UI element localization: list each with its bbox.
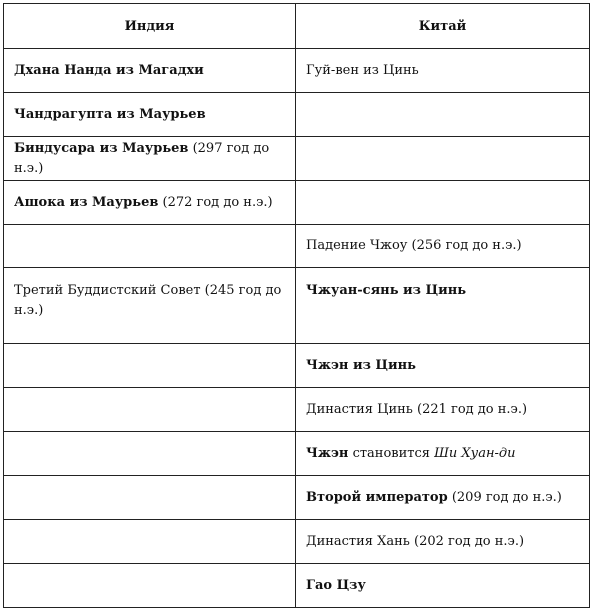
- table-row: [4, 93, 590, 137]
- china-cell: [296, 564, 590, 608]
- china-cell: [296, 49, 590, 93]
- india-cell: [4, 93, 296, 137]
- table-row: [4, 432, 590, 476]
- china-cell: [296, 225, 590, 268]
- india-cell: [4, 520, 296, 564]
- china-ruler: Чжуан-сянь из Цинь: [306, 283, 467, 298]
- india-cell: [4, 432, 296, 476]
- china-ruler: Второй император: [306, 489, 448, 505]
- china-cell: [296, 268, 590, 344]
- table-row: [4, 520, 590, 564]
- india-cell: [4, 268, 296, 344]
- china-cell: [296, 181, 590, 225]
- china-cell: [296, 388, 590, 432]
- column-header-india: Индия: [4, 4, 296, 49]
- china-cell: [296, 520, 590, 564]
- india-note: (272 год до н.э.): [158, 194, 273, 210]
- india-note: Третий Буддистский Совет (245 год до н.э.): [14, 283, 282, 318]
- table-row: [4, 181, 590, 225]
- india-cell: [4, 564, 296, 608]
- india-cell: [4, 344, 296, 388]
- timeline-table: [3, 3, 590, 608]
- china-cell: [296, 476, 590, 520]
- china-ruler: Гао Цзу: [306, 577, 366, 593]
- china-note: Падение Чжоу (256 год до н.э.): [306, 238, 522, 253]
- table-row: [4, 564, 590, 608]
- india-ruler: Чандрагупта из Маурьев: [14, 106, 206, 122]
- china-note: Гуй-вен из Цинь: [306, 62, 419, 78]
- china-note: Династия Хань (202 год до н.э.): [306, 533, 525, 549]
- china-cell: [296, 137, 590, 181]
- china-ruler: Чжэн: [306, 445, 349, 461]
- india-ruler: Биндусара из Маурьев: [14, 140, 189, 156]
- table-row: [4, 137, 590, 181]
- table-row: [4, 268, 590, 344]
- table-row: [4, 344, 590, 388]
- china-note: (209 год до н.э.): [447, 489, 562, 505]
- india-cell: [4, 388, 296, 432]
- china-cell: [296, 432, 590, 476]
- table-row: [4, 476, 590, 520]
- india-cell: [4, 225, 296, 268]
- india-cell: [4, 476, 296, 520]
- table-row: [4, 388, 590, 432]
- table-row: [4, 225, 590, 268]
- india-cell: [4, 181, 296, 225]
- china-title-italic: Ши Хуан-ди: [434, 445, 516, 461]
- header-row: [4, 4, 590, 49]
- table-row: [4, 49, 590, 93]
- india-cell: [4, 49, 296, 93]
- india-cell: [4, 137, 296, 181]
- china-ruler: Чжэн из Цинь: [306, 357, 416, 373]
- column-header-china: Китай: [296, 4, 590, 49]
- india-ruler: Ашока из Маурьев: [14, 194, 159, 210]
- india-note: (297 год до н.э.): [14, 140, 270, 176]
- china-note: становится: [348, 445, 435, 461]
- india-ruler: Дхана Нанда из Магадхи: [14, 62, 204, 78]
- china-cell: [296, 93, 590, 137]
- china-note: Династия Цинь (221 год до н.э.): [306, 401, 528, 417]
- china-cell: [296, 344, 590, 388]
